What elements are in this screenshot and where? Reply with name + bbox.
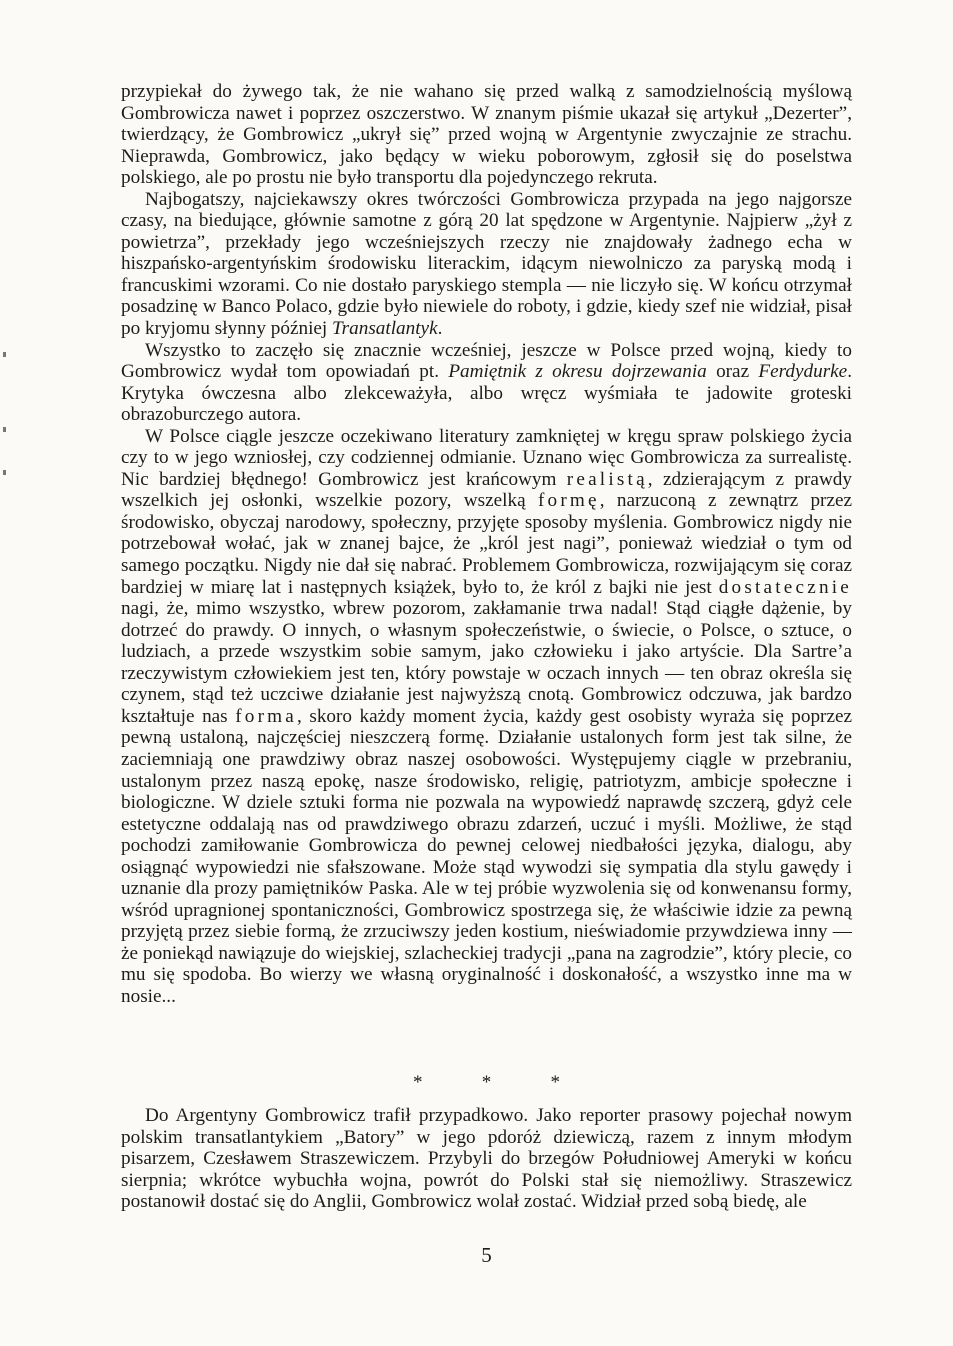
text-run: Wszystko to zaczęło się znacznie wcześniej, jeszcze w Polsce przed wojną, kiedy to Gombrowicz wydał tom opowiadań pt. <box>121 339 852 383</box>
document-page <box>121 81 852 1267</box>
paragraph-5 <box>121 1105 852 1213</box>
margin-scan-mark <box>3 470 6 475</box>
text-run: , zdzierającym z prawdy wszelkich jej osłonki, wszelkie pozory, wszelką <box>121 468 852 512</box>
text-run: przypiekał do żywego tak, że nie wahano się przed walką z samodzielnością myślową Gombrowicza nawet i poprzez oszczerstwo. W znanym piśmie ukazał się artykuł „Dezerter”, twierdzący, że Gombrowicz „ukrył się” przed wojną w Argentynie zwyczajnie ze strachu. Nieprawda, Gombrowicz, jako będący w wieku poborowym, zgłosił się do poselstwa polskiego, ale po prostu nie było transportu dla pojedynczego rekruta. <box>121 81 852 189</box>
text-run: , narzuconą z zewnątrz przez środowisko, obyczaj narodowy, społeczny, przyjęte sposoby myślenia. Gombrowicz nigdy nie potrzebował wołać, jak w znanej bajce, że „król jest nagi”, ponieważ wiedział o tym od samego początku. Nigdy nie dał się nabrać. Problemem Gombrowicza, rozwijającym się coraz bardziej w miarę lat i następnych książek, było to, że król z bajki nie jest <box>121 490 852 598</box>
paragraph-2 <box>121 189 852 340</box>
section-separator <box>121 1072 852 1096</box>
text-run: nagi, że, mimo wszystko, wbrew pozorom, zakłamanie trwa nadal! Stąd ciągłe dążenie, by dotrzeć do prawdy. O innych, o własnym społeczeństwie, o świecie, o Polsce, o sztuce, o ludziach, a przede wszystkim sobie samym, jako człowieku i jako artyście. Dla Sartre’a rzeczywistym człowiekiem jest ten, który powstaje w oczach innych — ten obraz określa się czynem, stąd też uczciwe działanie jest najwyższą cnotą. Gombrowicz odczuwa, jak bardzo kształtuje nas <box>121 598 852 727</box>
margin-scan-mark <box>3 352 6 357</box>
italic-title: Transatlantyk <box>332 318 438 340</box>
spaced-emphasis: realistą <box>566 468 648 490</box>
separator-star-1: * <box>413 1072 423 1093</box>
body-text <box>121 81 852 1008</box>
text-run: Do Argentyny Gombrowicz trafił przypadkowo. Jako reporter prasowy pojechał nowym polskim transatlantykiem „Batory” w jego pdoróż dziewiczą, razem z innym młodym pisarzem, Czesławem Straszewiczem. Przybyli do brzegów Południowej Ameryki w końcu sierpnia; wkrótce wybuchła wojna, powrót do Polski stał się niemożliwy. Straszewicz postanowił dostać się do Anglii, Gombrowicz wolał zostać. Widział przed sobą biedę, ale <box>121 1105 852 1213</box>
page-number: 5 <box>481 1243 492 1267</box>
text-run: oraz <box>706 361 759 383</box>
italic-title: Pamiętnik z okresu dojrzewania <box>448 361 707 383</box>
paragraph-1 <box>121 81 852 189</box>
text-run: , skoro każdy moment życia, każdy gest osobisty wyraża się poprzez pewną ustaloną, najczęściej nieszczerą formę. Działanie ustalonych form jest tak silne, że zaciemniają one prawdziwy obraz naszej osobowości. Występujemy ciągle w przebraniu, ustalonym przez naszą epokę, nasze środowisko, religię, patriotyzm, ambicje społeczne i biologiczne. W dziele sztuki forma nie pozwala na wypowiedź naprawdę szczerą, gdyż cele estetyczne oddalają nas od prawdziwego obrazu zdarzeń, uczuć i myśli. Możliwe, że stąd pochodzi zamiłowanie Gombrowicza do pewnej celowej niedbałości języka, dialogu, aby osiągnąć wypowiedzi nie sfałszowane. Może stąd wywodzi się sympatia dla stylu gawędy i uznanie dla prozy pamiętników Paska. Ale w tej próbie wyzwolenia się od konwenansu formy, wśród upragnionej spontaniczności, Gombrowicz spostrzega się, że właściwie idzie za pewną przyjętą przez siebie formą, że zrzuciwszy jeden kostium, nieświadomie przywdziewa inny — że poniekąd nawiązuje do wiejskiej, szlacheckiej tradycji „pana na zagrodzie”, który plecie, co mu się spodoba. Bo wierzy we własną oryginalność i doskonałość, a wszystko inne ma w nosie... <box>121 705 852 1007</box>
italic-title: Ferdydurke <box>758 361 848 383</box>
spaced-emphasis: formę <box>537 490 600 512</box>
spaced-emphasis: forma <box>235 705 298 727</box>
paragraph-4 <box>121 426 852 1008</box>
text-run: W Polsce ciągle jeszcze oczekiwano literatury zamkniętej w kręgu spraw polskiego życia czy to w jego wzniosłej, czy codziennej odmianie. Uznano więc Gombrowicza za surrealistę. Nic bardziej błędnego! Gombrowicz jest krańcowym <box>121 425 852 490</box>
text-run: . <box>437 318 443 340</box>
text-run: Najbogatszy, najciekawszy okres twórczości Gombrowicza przypada na jego najgorsze czasy, na biedujące, głównie samotne z górą 20 lat spędzone w Argentynie. Najpierw „żył z powietrza”, przekłady jego wcześniejszych rzeczy nie znajdowały żadnego echa w hiszpańsko-argentyńskim środowisku literackim, idącym niewolniczo za paryską modą i francuskimi wzorami. Co nie dostało paryskiego stempla — nie liczyło się. W końcu otrzymał posadzinę w Banco Polaco, gdzie było niewiele do roboty, i gdzie, kiedy szef nie widział, pisał po kryjomu słynny później <box>121 188 852 340</box>
margin-scan-mark <box>3 427 6 432</box>
body-text-section-2 <box>121 1105 852 1213</box>
separator-star-3: * <box>550 1072 560 1093</box>
spaced-emphasis: dostatecznie <box>718 576 852 598</box>
separator-star-2: * <box>481 1072 492 1093</box>
text-run: . Krytyka ówczesna albo zlekceważyła, albo wręcz wyśmiała te jadowite groteski obrazoburczego autora. <box>121 361 852 426</box>
paragraph-3 <box>121 340 852 426</box>
